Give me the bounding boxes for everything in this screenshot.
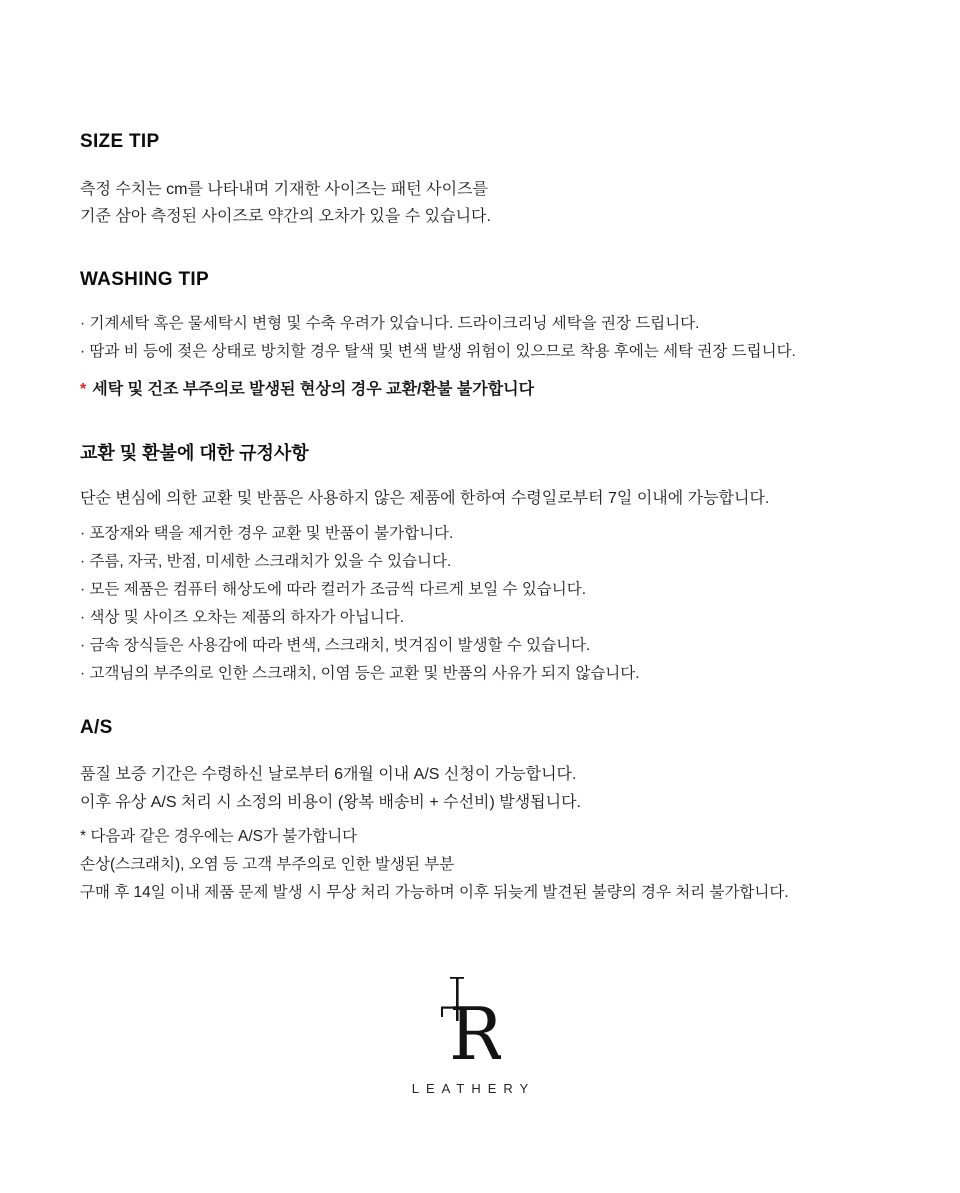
after-service-line: 이후 유상 A/S 처리 시 소정의 비용이 (왕복 배송비 + 수선비) 발생됩니다. [80,794,581,811]
after-service-paragraph [80,761,860,817]
after-service-note: 손상(스크래치), 오염 등 고객 부주의로 인한 발생된 부분 [80,856,455,873]
after-service-note: * 다음과 같은 경우에는 A/S가 불가합니다 [80,828,358,845]
brand-wordmark: LEATHERY [411,1081,536,1096]
washing-tip-heading: WASHING TIP [80,269,209,290]
section-exchange-policy [80,441,860,688]
exchange-policy-bullets [80,520,860,688]
section-washing-tip [80,268,860,403]
size-tip-paragraph [80,176,860,230]
monogram-letter: R [449,992,501,1063]
list-item: · 고객님의 부주의로 인한 스크래치, 이염 등은 교환 및 반품의 사유가 되지 않습니다. [80,665,640,682]
red-asterisk-mark: * [80,381,87,398]
list-item: · 색상 및 사이즈 오차는 제품의 하자가 아닙니다. [80,609,405,626]
lr-monogram-icon [439,977,501,1068]
list-item: · 모든 제품은 컴퓨터 해상도에 따라 컬러가 조금씩 다르게 보일 수 있습니다. [80,581,587,598]
list-item: · 금속 장식들은 사용감에 따라 변색, 스크래치, 벗겨짐이 발생할 수 있습니다. [80,637,591,654]
after-service-line: 품질 보증 기간은 수령하신 날로부터 6개월 이내 A/S 신청이 가능합니다. [80,766,577,783]
washing-tip-bullets [80,310,860,366]
brand-logo [80,977,860,1096]
after-service-heading: A/S [80,717,113,738]
section-after-service [80,716,860,907]
size-tip-line: 기준 삼아 측정된 사이즈로 약간의 오차가 있을 수 있습니다. [80,208,491,225]
exchange-policy-heading: 교환 및 환불에 대한 규정사항 [80,443,309,463]
exchange-policy-intro: 단순 변심에 의한 교환 및 반품은 사용하지 않은 제품에 한하여 수령일로부터 7일 이내에 가능합니다. [80,490,770,507]
washing-tip-warning-text: 세탁 및 건조 부주의로 발생된 현상의 경우 교환/환불 불가합니다 [92,381,535,398]
after-service-note: 구매 후 14일 이내 제품 문제 발생 시 무상 처리 가능하며 이후 뒤늦게 발견된 불량의 경우 처리 불가합니다. [80,884,789,901]
list-item: · 기계세탁 혹은 물세탁시 변형 및 수축 우려가 있습니다. 드라이크리닝 세탁을 권장 드립니다. [80,315,700,332]
list-item: · 포장재와 택을 제거한 경우 교환 및 반품이 불가합니다. [80,525,454,542]
section-size-tip [80,130,860,230]
washing-tip-warning [80,376,860,403]
size-tip-line: 측정 수치는 cm를 나타내며 기재한 사이즈는 패턴 사이즈를 [80,181,488,198]
list-item: · 땀과 비 등에 젖은 상태로 방치할 경우 탈색 및 변색 발생 위험이 있으므로 착용 후에는 세탁 권장 드립니다. [80,343,796,360]
size-tip-heading: SIZE TIP [80,131,160,152]
after-service-notes [80,823,860,907]
list-item: · 주름, 자국, 반점, 미세한 스크래치가 있을 수 있습니다. [80,553,452,570]
